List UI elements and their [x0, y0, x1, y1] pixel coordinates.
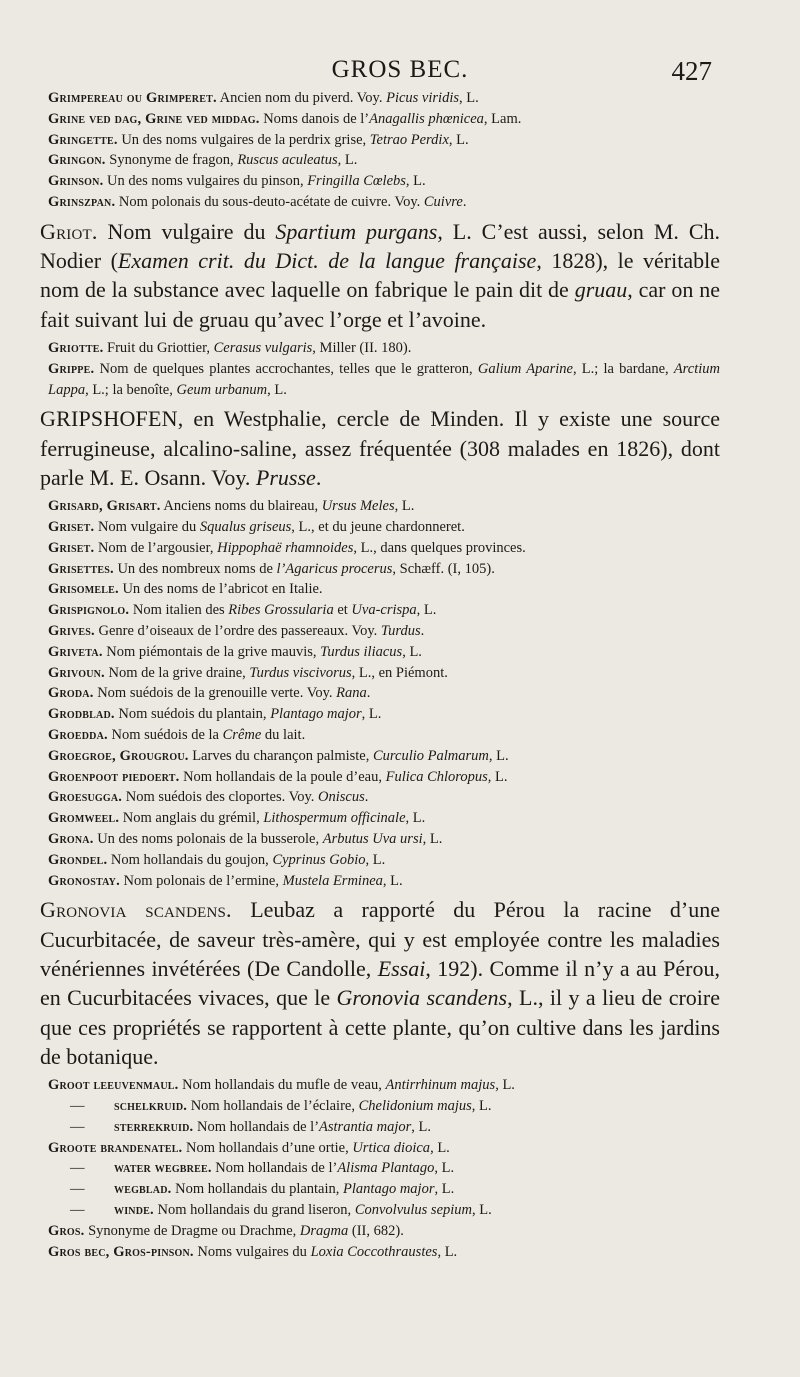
entry-headword: Griset.	[48, 519, 95, 536]
dictionary-entry	[48, 725, 720, 746]
entry-text: Ancien nom du piverd. Voy.	[216, 90, 387, 106]
dictionary-entry	[48, 517, 720, 538]
entry-headword: Grimpereau ou Grimperet.	[48, 90, 217, 106]
entry-text: Nom suédois des cloportes. Voy.	[122, 789, 319, 806]
dictionary-entry	[40, 895, 720, 1071]
entry-latin-name: Astrantia major	[319, 1118, 412, 1135]
entry-text: Un des noms vulgaires de la perdrix grise,	[117, 131, 370, 148]
entry-text: Nom suédois du plantain,	[114, 706, 271, 723]
entry-headword: Groda.	[48, 685, 94, 702]
entry-text: Nom polonais du sous-deuto-acétate de cuivre. Voy.	[115, 193, 424, 210]
entry-latin-name: Alisma Plantago	[337, 1160, 435, 1177]
dictionary-entry	[48, 1221, 720, 1242]
entry-text: Nom hollandais du goujon,	[107, 851, 273, 868]
entry-text: , L.	[405, 173, 426, 190]
entry-headword: Griveta.	[48, 643, 103, 660]
entry-text: Un des noms polonais de la busserole,	[93, 831, 323, 847]
entry-headword: Grisomele.	[48, 581, 119, 598]
dictionary-entry	[48, 538, 720, 559]
entry-headword: Grippe.	[48, 360, 95, 377]
dictionary-entry	[48, 683, 720, 704]
entry-latin-name: Lithospermum officinale	[263, 810, 406, 827]
ditto-dash: —	[70, 1160, 85, 1177]
dictionary-entry	[48, 1200, 720, 1221]
entry-latin-name: Chelidonium majus	[358, 1097, 472, 1114]
entry-latin-name: Geum urbanum	[176, 381, 268, 398]
dictionary-entry	[48, 1117, 720, 1138]
dictionary-entry	[48, 871, 720, 892]
entry-headword: Groesugga.	[48, 789, 123, 806]
dictionary-entry	[48, 642, 720, 663]
entry-text: Nom polonais de l’ermine,	[119, 872, 283, 889]
entry-headword: Grine ved dag, Grine ved middag.	[48, 110, 260, 127]
dictionary-entry	[48, 808, 720, 829]
entry-text: Fruit du Griottier,	[103, 339, 214, 356]
entry-text: , L.	[472, 1201, 492, 1218]
dictionary-entry	[48, 829, 720, 850]
entry-latin-name: Arbutus Uva ursi	[322, 831, 423, 847]
entry-text: Un des noms vulgaires du pinson,	[103, 173, 308, 190]
entry-latin-name: Examen crit. du Dict. de la langue française	[117, 248, 537, 274]
entry-latin-name: Hippophaë rhamnoides	[217, 539, 354, 556]
entry-text: Nom hollandais de l’	[211, 1160, 338, 1177]
entry-headword: Gros bec, Gros-pinson.	[48, 1243, 194, 1260]
entry-latin-name: Dragma	[299, 1222, 349, 1239]
entry-latin-name: Picus viridis	[386, 90, 459, 106]
entry-headword: Grona.	[48, 831, 94, 847]
dictionary-entry	[48, 1096, 720, 1117]
entry-headword: Groenpoot piedoert.	[48, 768, 180, 785]
entry-text: Nom suédois de la	[107, 727, 223, 744]
entry-text: , 192). Comme il n’y a au Pérou, en Cucurbitacées vivaces, que le	[40, 955, 720, 1011]
entry-headword: Grinszpan.	[48, 193, 116, 210]
entry-latin-name: Plantago major	[343, 1181, 435, 1198]
entry-text: (II, 682).	[348, 1222, 404, 1239]
entry-text: , L.	[365, 851, 386, 868]
entry-latin-name: Uva-crispa	[351, 602, 417, 619]
dictionary-entry	[48, 579, 720, 600]
entry-latin-name: gruau	[574, 277, 628, 303]
entry-latin-name: Fulica Chloropus	[385, 768, 488, 785]
page-number: 427	[671, 56, 712, 86]
entry-latin-name: Galium Aparine	[477, 360, 573, 377]
entry-text: Nom de quelques plantes accrochantes, telles que le gratteron,	[94, 360, 478, 377]
entry-text: Leubaz a rapporté du Pérou la racine d’une Cucurbitacée, de saveur très-amère, qui y est employée contre les maladies vénériennes invétérées (De Candolle,	[40, 897, 720, 981]
entry-text: , L.	[394, 498, 415, 515]
entry-text: Synonyme de fragon,	[105, 152, 238, 169]
entry-text: Nom hollandais de l’	[193, 1118, 320, 1135]
dictionary-entry	[48, 1158, 720, 1179]
entry-text: , L.	[337, 152, 358, 169]
entry-text: Nom hollandais du plantain,	[171, 1181, 344, 1198]
entry-latin-name: Curculio Palmarum	[372, 747, 489, 764]
entry-text: Nom hollandais du mufle de veau,	[178, 1077, 386, 1094]
running-title: GROS BEC.	[331, 56, 469, 83]
entry-latin-name: Squalus griseus	[199, 519, 292, 536]
entry-headword: GRIPSHOFEN	[40, 406, 178, 432]
entry-headword: Groot leeuvenmaul.	[48, 1077, 179, 1094]
entry-text: Nom vulgaire du	[94, 519, 200, 536]
dictionary-entry	[48, 621, 720, 642]
dictionary-entry	[48, 767, 720, 788]
entry-text: , L.	[448, 131, 469, 148]
entry-text: , car on ne fait suivant lui de gruau qu’avec l’orge et l’avoine.	[40, 277, 720, 332]
entry-text: , Miller (II. 180).	[312, 339, 412, 356]
ditto-dash: —	[70, 1097, 85, 1114]
entry-text: Un des nombreux noms de	[113, 560, 277, 577]
dictionary-entry	[40, 217, 720, 334]
entry-text: , L.	[422, 831, 443, 847]
dictionary-entry	[48, 88, 720, 109]
entry-latin-name: Plantago major	[270, 706, 362, 723]
entry-headword: water wegbree.	[114, 1160, 212, 1177]
entry-text: .	[315, 464, 322, 490]
entry-headword: Grondel.	[48, 851, 108, 868]
entry-text: , L.	[495, 1077, 515, 1094]
entry-text: Larves du charançon palmiste,	[188, 747, 373, 764]
entry-text: , L.	[267, 381, 287, 398]
entry-text: Nom de l’argousier,	[94, 539, 218, 556]
entry-latin-name: Convolvulus sepium	[354, 1201, 473, 1218]
dictionary-entry	[48, 109, 720, 130]
dictionary-entry	[48, 338, 720, 359]
entry-text: .	[366, 685, 371, 702]
entry-headword: Griset.	[48, 539, 95, 556]
entry-latin-name: Ursus Meles	[321, 498, 395, 515]
entry-text: Synonyme de Dragme ou Drachme,	[84, 1222, 300, 1239]
entry-text: , L., dans quelques provinces.	[353, 539, 526, 556]
entry-latin-name: Arctium Lappa	[48, 360, 720, 398]
entry-latin-name: Mustela Erminea	[282, 872, 383, 889]
ditto-dash: —	[70, 1201, 85, 1218]
entry-text: Nom piémontais de la grive mauvis,	[102, 643, 321, 660]
dictionary-entry	[48, 600, 720, 621]
entry-latin-name: Oniscus	[318, 789, 365, 806]
entry-latin-name: Cerasus vulgaris	[213, 339, 313, 356]
entry-text: Nom hollandais de l’éclaire,	[187, 1097, 359, 1114]
entry-latin-name: Turdus viscivorus	[249, 664, 352, 681]
entry-headword: Grispignolo.	[48, 602, 130, 619]
entry-latin-name: Turdus	[380, 623, 421, 640]
entry-text: , L.	[471, 1097, 492, 1114]
entry-text: , L.	[411, 1118, 432, 1135]
entry-latin-name: Rana	[336, 685, 367, 702]
entry-headword: Groedda.	[48, 727, 108, 744]
dictionary-entry	[48, 359, 720, 401]
page-header	[0, 56, 800, 90]
entry-latin-name: Cyprinus Gobio	[272, 851, 366, 868]
entry-text: Noms danois de l’	[259, 110, 370, 127]
dictionary-entry	[48, 1138, 720, 1159]
entry-headword: Gromweel.	[48, 810, 120, 827]
entry-headword: Gringon.	[48, 152, 106, 169]
entry-headword: Gros.	[48, 1222, 85, 1239]
entry-text: Un des noms de l’abricot en Italie.	[118, 581, 323, 598]
entry-text: , L.	[437, 1243, 458, 1260]
entry-text: , L.	[382, 872, 403, 889]
entry-headword: winde.	[114, 1201, 154, 1218]
entry-headword: Grodblad.	[48, 706, 115, 723]
entry-latin-name: l’Agaricus procerus	[276, 560, 393, 577]
dictionary-entry	[48, 559, 720, 580]
entry-text: , L.	[459, 90, 479, 106]
entry-text: .	[420, 623, 425, 640]
entry-text: et	[333, 602, 352, 619]
dictionary-entry	[48, 130, 720, 151]
entry-text: , L., en Piémont.	[351, 664, 448, 681]
entry-text: , L.	[416, 602, 437, 619]
ditto-dash: —	[70, 1118, 85, 1135]
dictionary-entry	[48, 496, 720, 517]
entry-text: Nom anglais du grémil,	[119, 810, 264, 827]
dictionary-entry	[48, 704, 720, 725]
entry-text: du lait.	[261, 727, 306, 744]
entry-latin-name: Prusse	[255, 464, 316, 490]
entry-text: Anciens noms du blaireau,	[160, 498, 322, 515]
entry-latin-name: Antirrhinum majus	[385, 1077, 496, 1094]
entry-latin-name: Ruscus aculeatus	[237, 152, 338, 169]
entry-latin-name: Loxia Coccothraustes	[310, 1243, 438, 1260]
entry-text: , L., il y a lieu de croire que ces propriétés se rapportent à cette plante, qu’on cultive dans les jardins de botanique.	[40, 985, 720, 1069]
entry-text: , L. C’est aussi, selon M. Ch. Nodier (	[40, 218, 720, 274]
entries-list	[40, 88, 720, 1262]
entry-latin-name: Fringilla Cœlebs	[307, 173, 406, 190]
entry-text: , Schæff. (I, 105).	[392, 560, 495, 577]
entry-text: , L.	[434, 1181, 455, 1198]
entry-text: , L.	[488, 747, 509, 764]
dictionary-entry	[48, 150, 720, 171]
dictionary-entry	[40, 404, 720, 492]
entry-latin-name: Urtica dioica	[352, 1139, 431, 1156]
entry-latin-name: Anagallis phœnicea	[369, 110, 484, 127]
entry-headword: Grisard, Grisart.	[48, 498, 161, 515]
entry-headword: wegblad.	[114, 1181, 172, 1198]
entry-text: , L., et du jeune chardonneret.	[291, 519, 465, 536]
dictionary-entry	[48, 746, 720, 767]
dictionary-entry	[48, 192, 720, 213]
entry-text: .	[462, 193, 467, 210]
entry-headword: Griot.	[40, 218, 98, 244]
entry-latin-name: Tetrao Perdix	[369, 131, 449, 148]
entry-headword: Gronostay.	[48, 872, 120, 889]
entry-headword: Grives.	[48, 623, 95, 640]
entry-text: .	[364, 789, 369, 806]
dictionary-entry	[48, 1242, 720, 1263]
entry-latin-name: Crême	[222, 727, 262, 744]
entry-text: , Lam.	[483, 110, 522, 127]
entry-latin-name: Spartium purgans	[275, 218, 438, 244]
entry-text: , L.	[430, 1139, 450, 1156]
entry-headword: Grisettes.	[48, 560, 114, 577]
entry-latin-name: Cuivre	[423, 193, 463, 210]
dictionary-entry	[48, 171, 720, 192]
entry-text: , 1828), le véritable nom de la substance avec laquelle on fabrique le pain dit de	[40, 248, 720, 303]
entry-text: Noms vulgaires du	[193, 1243, 311, 1260]
entry-text: , L.	[487, 768, 508, 785]
ditto-dash: —	[70, 1181, 85, 1198]
dictionary-entry	[48, 663, 720, 684]
entry-latin-name: Ribes Grossularia	[228, 602, 334, 619]
entry-headword: Grivoun.	[48, 664, 105, 681]
entry-headword: Gringette.	[48, 131, 118, 148]
entry-text: , L.	[405, 810, 426, 827]
dictionary-entry	[48, 787, 720, 808]
entry-headword: sterrekruid.	[114, 1118, 194, 1135]
dictionary-entry	[48, 1075, 720, 1096]
entry-text: , L.	[434, 1160, 455, 1177]
entry-headword: Griotte.	[48, 339, 104, 356]
entry-latin-name: Essai	[377, 955, 426, 981]
entry-text: Nom suédois de la grenouille verte. Voy.	[93, 685, 337, 702]
entry-text: , L.	[402, 643, 422, 660]
entry-headword: Gronovia scandens.	[40, 897, 232, 923]
entry-text: Nom vulgaire du	[97, 218, 276, 244]
entry-text: Nom hollandais du grand liseron,	[153, 1201, 355, 1218]
entry-headword: schelkruid.	[114, 1097, 188, 1114]
entry-text: Nom de la grive draine,	[104, 664, 250, 681]
entry-text: , en Westphalie, cercle de Minden. Il y existe une source ferrugineuse, alcalino-saline, assez fréquentée (308 malades en 1826), dont parle M. E. Osann. Voy.	[40, 406, 720, 490]
entry-text: Nom hollandais d’une ortie,	[182, 1139, 353, 1156]
entry-text: , L.; la benoîte,	[85, 381, 177, 398]
dictionary-entry	[48, 1179, 720, 1200]
entry-headword: Groegroe, Grougrou.	[48, 747, 189, 764]
entry-headword: Groote brandenatel.	[48, 1139, 183, 1156]
entry-text: , L.; la bardane,	[572, 360, 674, 377]
entry-text: , L.	[361, 706, 382, 723]
entry-text: Nom hollandais de la poule d’eau,	[179, 768, 386, 785]
entry-latin-name: Turdus iliacus	[320, 643, 403, 660]
entry-text: Nom italien des	[129, 602, 229, 619]
entry-text: Genre d’oiseaux de l’ordre des passereaux. Voy.	[94, 623, 381, 640]
dictionary-entry	[48, 850, 720, 871]
entry-latin-name: Gronovia scandens	[336, 985, 508, 1011]
entry-headword: Grinson.	[48, 173, 104, 190]
